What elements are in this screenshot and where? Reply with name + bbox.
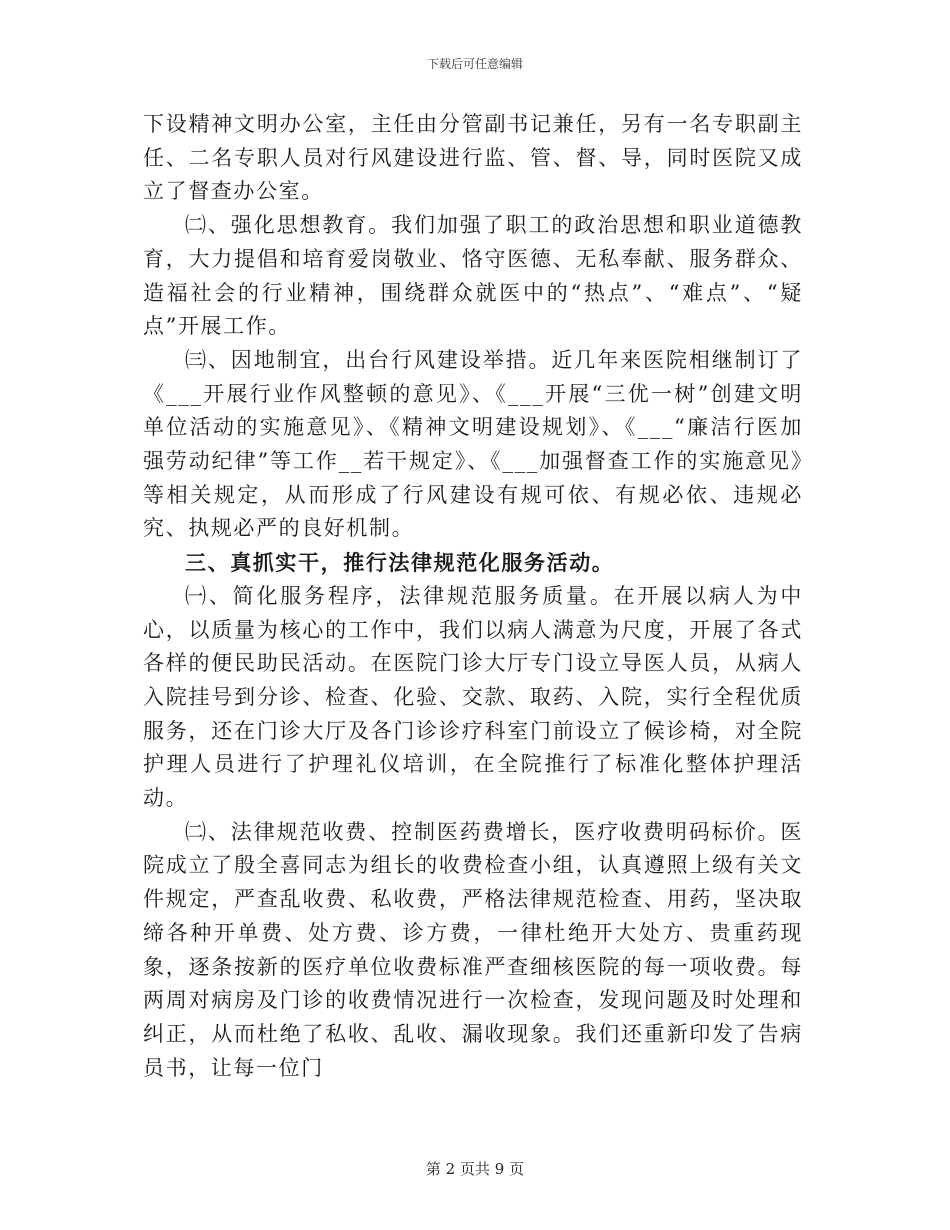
paragraph-item-2-charges: ㈡、法律规范收费、控制医药费增长，医疗收费明码标价。医院成立了殷全喜同志为组长的收费检查小组，认真遵照上级有关文件规定，严查乱收费、私收费，严格法律规范检查、用药，坚决取缔各种开单费、处方费、诊方费，一律杜绝开大处方、贵重药现象，逐条按新的医疗单位收费标准严查细核医院的每一项收费。每两周对病房及门诊的收费情况进行一次检查，发现问题及时处理和纠正，从而杜绝了私收、乱收、漏收现象。我们还重新印发了告病员书，让每一位门 [143, 819, 803, 1080]
paragraph-item-3-measures: ㈢、因地制宜，出台行风建设举措。近几年来医院相继制订了《___开展行业作风整顿的意见》、《___开展“三优一树”创建文明单位活动的实施意见》、《精神文明建设规划》、《___“廉洁行医加强劳动纪律”等工作__若干规定》、《___加强督查工作的实施意见》等相关规定，从而形成了行风建设有规可依、有规必依、违规必究、执规必严的良好机制。 [143, 347, 803, 541]
paragraph-continuation: 下设精神文明办公室，主任由分管副书记兼任，另有一名专职副主任、二名专职人员对行风建设进行监、管、督、导，同时医院又成立了督查办公室。 [143, 112, 803, 204]
page-header: 下载后可任意编辑 [426, 57, 523, 71]
page-number-footer: 第 2 页共 9 页 [425, 1160, 525, 1178]
document-body [143, 108, 803, 1085]
paragraph-item-2-ideology: ㈡、强化思想教育。我们加强了职工的政治思想和职业道德教育，大力提倡和培育爱岗敬业、恪守医德、无私奉献、服务群众、造福社会的行业精神，围绕群众就医中的“热点”、“难点”、“疑点”开展工作。 [143, 213, 803, 339]
section-heading-3: 三、真抓实干，推行法律规范化服务活动。 [185, 550, 615, 576]
paragraph-item-1-service: ㈠、简化服务程序，法律规范服务质量。在开展以病人为中心，以质量为核心的工作中，我们以病人满意为尺度，开展了各式各样的便民助民活动。在医院门诊大厅专门设立导医人员，从病人入院挂号到分诊、检查、化验、交款、取药、入院，实行全程优质服务，还在门诊大厅及各门诊诊疗科室门前设立了候诊椅，对全院护理人员进行了护理礼仪培训，在全院推行了标准化整体护理活动。 [143, 583, 803, 811]
